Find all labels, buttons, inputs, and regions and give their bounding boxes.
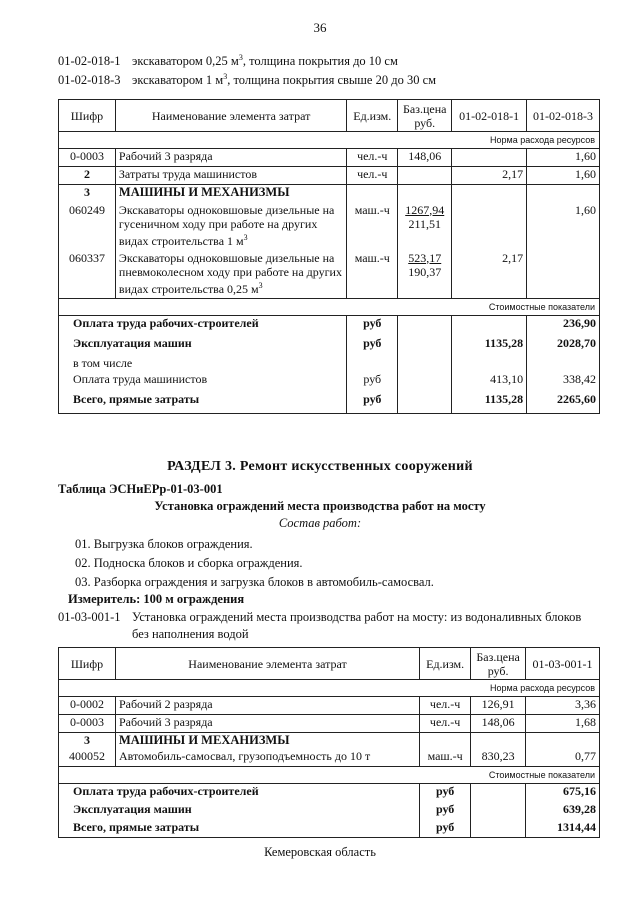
total-unit: руб — [420, 784, 471, 802]
total-name: Оплата труда рабочих-строителей — [59, 784, 420, 802]
resource-table-1 — [58, 99, 600, 414]
price-upper: 523,17 — [408, 250, 442, 265]
total-row — [59, 820, 600, 838]
total-row — [59, 802, 600, 820]
total-v1: 1314,44 — [526, 820, 600, 838]
total-v2: 236,90 — [527, 316, 600, 336]
cell-sup: 3 — [243, 232, 248, 242]
item-line-1 — [58, 610, 581, 625]
cell-price — [398, 203, 452, 251]
norm-label: Норма расхода ресурсов — [59, 132, 600, 149]
header-price: Баз.цена руб. — [471, 648, 526, 680]
cell-unit: маш.-ч — [347, 203, 398, 251]
total-unit: руб — [420, 802, 471, 820]
cell-unit: чел.-ч — [420, 715, 471, 733]
total-name: в том числе — [59, 356, 347, 372]
table-row — [59, 733, 600, 749]
cell-unit: чел.-ч — [420, 697, 471, 715]
cell-v1 — [452, 203, 527, 251]
cell-price: 148,06 — [398, 149, 452, 167]
price-lower: 211,51 — [408, 216, 442, 231]
cell-code: 0-0003 — [59, 715, 116, 733]
cell-sup: 3 — [258, 280, 263, 290]
total-v1: 1135,28 — [452, 336, 527, 356]
cell-v2 — [527, 251, 600, 299]
cell-code: 060337 — [59, 251, 116, 299]
cell-price — [398, 251, 452, 299]
cell-v2: 1,60 — [527, 203, 600, 251]
cell-name: МАШИНЫ И МЕХАНИЗМЫ — [115, 185, 346, 203]
cell-name: Автомобиль-самосвал, грузоподъемность до 10 т — [115, 749, 419, 767]
work-title: Состав работ: — [278, 516, 362, 530]
item-code: 01-03-001-1 — [58, 610, 121, 624]
intro-text-after: , толщина покрытия свыше 20 до 30 см — [227, 73, 437, 88]
cell-name-text: Экскаваторы одноковшовые дизельные на пневмоколесном ходу при работе на других видах строительства 0,25 м — [118, 250, 342, 296]
total-v1: 675,16 — [526, 784, 600, 802]
cell-code: 3 — [59, 185, 116, 203]
total-v2: 2028,70 — [527, 336, 600, 356]
total-row — [59, 316, 600, 336]
total-row — [59, 392, 600, 414]
cell-name — [115, 203, 346, 251]
header-name: Наименование элемента затрат — [115, 648, 419, 680]
table-row — [59, 715, 600, 733]
cell-code: 0-0003 — [59, 149, 116, 167]
total-unit: руб — [347, 372, 398, 392]
total-name: Всего, прямые затраты — [59, 820, 420, 838]
total-v1: 1135,28 — [452, 392, 527, 414]
total-v1 — [452, 316, 527, 336]
cell-code: 0-0002 — [59, 697, 116, 715]
cell-code: 060249 — [59, 203, 116, 251]
resource-table-2 — [58, 647, 600, 838]
table-row — [59, 749, 600, 767]
total-name: Всего, прямые затраты — [59, 392, 347, 414]
cell-name: Рабочий 3 разряда — [115, 715, 419, 733]
cost-label: Стоимостные показатели — [59, 299, 600, 316]
header-col1: 01-03-001-1 — [526, 648, 600, 680]
cell-v1: 2,17 — [452, 167, 527, 185]
total-row — [59, 356, 600, 372]
table-header-row — [59, 100, 600, 132]
table-title: Установка ограждений места производства работ на мосту — [154, 499, 486, 513]
header-code: Шифр — [59, 100, 116, 132]
work-item: 03. Разборка ограждения и загрузка блоков в автомобиль-самосвал. — [75, 575, 434, 589]
cell-unit: чел.-ч — [347, 149, 398, 167]
meter: Измеритель: 100 м ограждения — [68, 592, 245, 606]
cell-price: 126,91 — [471, 697, 526, 715]
footer-region: Кемеровская область — [264, 845, 376, 859]
table-row — [59, 167, 600, 185]
total-unit: руб — [420, 820, 471, 838]
cell-code: 400052 — [59, 749, 116, 767]
cell-v1: 0,77 — [526, 749, 600, 767]
work-item: 01. Выгрузка блоков ограждения. — [75, 537, 253, 551]
header-col2: 01-02-018-3 — [527, 100, 600, 132]
cell-name: Рабочий 3 разряда — [115, 149, 346, 167]
total-name: Оплата труда рабочих-строителей — [59, 316, 347, 336]
cell-code: 3 — [59, 733, 116, 749]
table-header-row — [59, 648, 600, 680]
intro-line-1 — [58, 53, 398, 69]
intro-code: 01-02-018-3 — [58, 73, 121, 88]
intro-text: экскаватором 0,25 м — [132, 54, 239, 69]
cell-v1: 3,36 — [526, 697, 600, 715]
cell-price: 148,06 — [471, 715, 526, 733]
cell-name: МАШИНЫ И МЕХАНИЗМЫ — [115, 733, 419, 749]
total-row — [59, 784, 600, 802]
total-name: Эксплуатация машин — [59, 336, 347, 356]
total-unit: руб — [347, 336, 398, 356]
table-id: Таблица ЭСНиЕРр-01-03-001 — [58, 482, 223, 496]
table-row — [59, 185, 600, 203]
cell-price: 830,23 — [471, 749, 526, 767]
table-row — [59, 251, 600, 299]
total-v2: 338,42 — [527, 372, 600, 392]
intro-code: 01-02-018-1 — [58, 54, 121, 69]
header-unit: Ед.изм. — [420, 648, 471, 680]
page-number: 36 — [313, 20, 327, 35]
work-item: 02. Подноска блоков и сборка ограждения. — [75, 556, 303, 570]
cell-name-text: Экскаваторы одноковшовые дизельные на гусеничном ходу при работе на других видах строительства 1 м — [118, 202, 335, 248]
cell-v1 — [452, 149, 527, 167]
price-lower: 190,37 — [408, 264, 442, 279]
cell-unit: чел.-ч — [347, 167, 398, 185]
norm-label: Норма расхода ресурсов — [59, 680, 600, 697]
table-row — [59, 203, 600, 251]
item-line-2: без наполнения водой — [132, 627, 249, 641]
header-unit: Ед.изм. — [347, 100, 398, 132]
price-upper: 1267,94 — [405, 202, 445, 217]
table-row — [59, 697, 600, 715]
total-name: Эксплуатация машин — [59, 802, 420, 820]
header-col1: 01-02-018-1 — [452, 100, 527, 132]
item-text: Установка ограждений места производства работ на мосту: из водоналивных блоков — [132, 610, 582, 624]
cell-name: Затраты труда машинистов — [115, 167, 346, 185]
cell-v1: 2,17 — [452, 251, 527, 299]
cell-name: Рабочий 2 разряда — [115, 697, 419, 715]
cost-label: Стоимостные показатели — [59, 767, 600, 784]
header-code: Шифр — [59, 648, 116, 680]
cell-v2: 1,60 — [527, 149, 600, 167]
cell-unit: маш.-ч — [347, 251, 398, 299]
intro-sup: 3 — [223, 72, 228, 81]
intro-sup: 3 — [238, 53, 243, 62]
total-v1: 413,10 — [452, 372, 527, 392]
intro-text-after: , толщина покрытия до 10 см — [242, 54, 398, 69]
total-unit: руб — [347, 316, 398, 336]
intro-text: экскаватором 1 м — [132, 73, 224, 88]
section-title: РАЗДЕЛ 3. Ремонт искусственных сооружений — [167, 459, 473, 474]
cell-v2: 1,60 — [527, 167, 600, 185]
total-row — [59, 336, 600, 356]
cell-code: 2 — [59, 167, 116, 185]
total-v1: 639,28 — [526, 802, 600, 820]
total-unit: руб — [347, 392, 398, 414]
total-row — [59, 372, 600, 392]
cell-name — [115, 251, 346, 299]
intro-line-2 — [58, 72, 436, 88]
total-v2: 2265,60 — [527, 392, 600, 414]
header-price: Баз.цена руб. — [398, 100, 452, 132]
table-row — [59, 149, 600, 167]
header-name: Наименование элемента затрат — [115, 100, 346, 132]
cell-v1: 1,68 — [526, 715, 600, 733]
total-name: Оплата труда машинистов — [59, 372, 347, 392]
cell-unit: маш.-ч — [420, 749, 471, 767]
cell-price — [398, 167, 452, 185]
